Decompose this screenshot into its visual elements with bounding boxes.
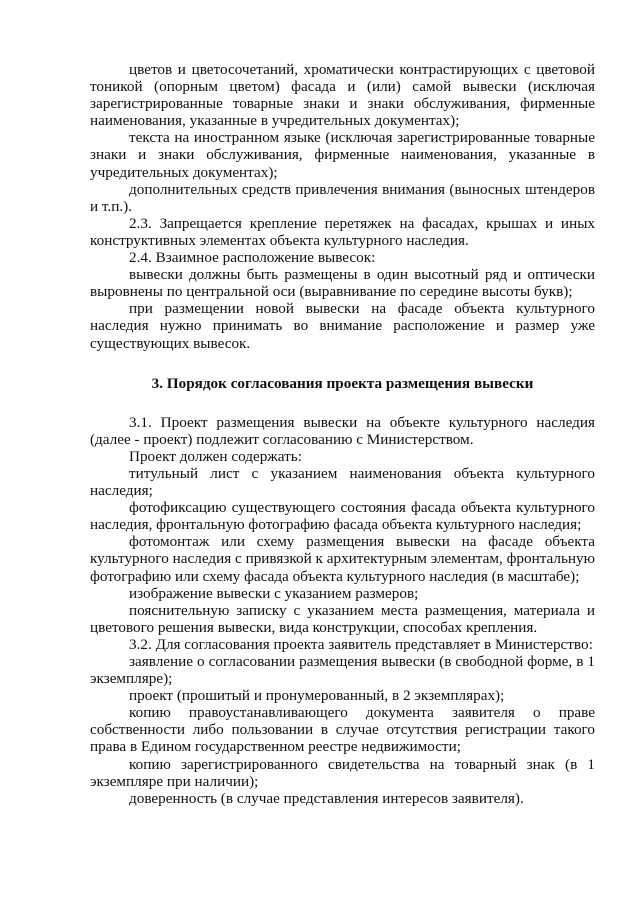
section-heading: 3. Порядок согласования проекта размещения вывески [151,374,534,392]
paragraph: копию правоустанавливающего документа заявителя о праве собственности либо пользовании в случае отсутствия регистрации такого права в Едином государственном реестре недвижимости; [90,704,595,756]
paragraph: 2.3. Запрещается крепление перетяжек на фасадах, крышах и иных конструктивных элементах объекта культурного наследия. [90,214,595,249]
paragraph: фотофиксацию существующего состояния фасада объекта культурного наследия, фронтальную фотографию фасада объекта культурного наследия; [90,499,595,534]
paragraph: титульный лист с указанием наименования объекта культурного наследия; [90,464,595,500]
paragraph: изображение вывески с указанием размеров; [129,584,419,602]
paragraph: фотомонтаж или схему размещения вывески на фасаде объекта культурного наследия с привязкой к архитектурным элементам, фронтальную фотографию или схему фасада объекта культурного наследия (в масштабе); [90,533,595,585]
spacer [90,352,595,375]
paragraph: пояснительную записку с указанием места размещения, материала и цветового решения вывески, вида конструкции, способах крепления. [90,601,595,636]
paragraph: вывески должны быть размещены в один высотный ряд и оптически выровнены по центральной оси (выравнивание по середине высоты букв); [90,266,595,301]
paragraph: Проект должен содержать: [129,447,302,465]
document-body [90,61,595,807]
paragraph: заявление о согласовании размещения вывески (в свободной форме, в 1 экземпляре); [90,653,595,688]
spacer [90,392,595,414]
paragraph: копию зарегистрированного свидетельства на товарный знак (в 1 экземпляре при наличии); [90,755,595,790]
paragraph: проект (прошитый и пронумерованный, в 2 экземплярах); [129,687,505,705]
paragraph: 2.4. Взаимное расположение вывесок: [129,249,376,267]
paragraph: 3.1. Проект размещения вывески на объекте культурного наследия (далее - проект) подлежит согласованию с Министерством. [90,413,595,448]
paragraph: доверенность (в случае представления интересов заявителя). [129,789,524,807]
paragraph: цветов и цветосочетаний, хроматически контрастирующих с цветовой тоникой (опорным цветом) фасада и (или) самой вывески (исключая зарегистрированные товарные знаки и знаки обслуживания, фирменные наименования, указанные в учредительных документах); [90,61,595,130]
paragraph: дополнительных средств привлечения внимания (выносных штендеров и т.п.). [90,180,595,215]
paragraph: 3.2. Для согласования проекта заявитель представляет в Министерство: [129,635,593,653]
paragraph: текста на иностранном языке (исключая зарегистрированные товарные знаки и знаки обслуживания, фирменные наименования, указанные в учредительных документах); [90,129,595,181]
paragraph: при размещении новой вывески на фасаде объекта культурного наследия нужно принимать во внимание расположение и размер уже существующих вывесок. [90,300,595,352]
